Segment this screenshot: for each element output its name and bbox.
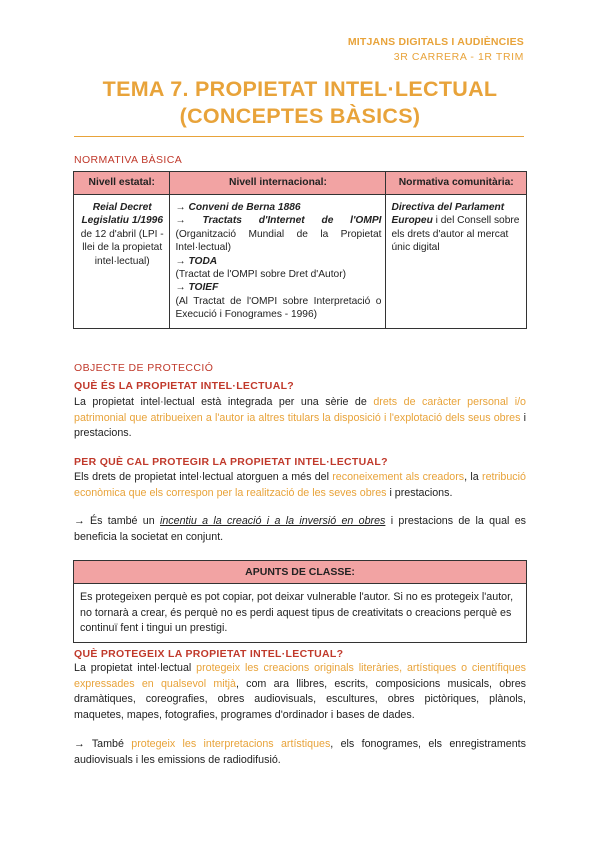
- title-line-1: TEMA 7. PROPIETAT INTEL·LECTUAL: [102, 77, 498, 101]
- q2-text-5: i prestacions de la qual es beneficia la societat en conjunt.: [74, 515, 526, 543]
- cell-estatal: [74, 195, 170, 329]
- normativa-label: NORMATIVA BÀSICA: [74, 154, 183, 166]
- header-course: 3R CARRERA - 1R TRIM: [393, 51, 524, 63]
- comunitaria-rest: i del Consell sobre els drets d'autor al mercat únic digital: [391, 215, 520, 254]
- intl-item-toief: → TOIEF: [175, 282, 219, 294]
- table-row: [74, 195, 527, 329]
- q1-heading: QUÈ ÉS LA PROPIETAT INTEL·LECTUAL?: [74, 380, 294, 392]
- q3-paragraph: [74, 661, 526, 724]
- q3-text-4: , els fonogrames, els enregistraments audiovisuals i les emissions de radiodifusió.: [74, 738, 526, 766]
- header-internacional: Nivell internacional:: [170, 172, 386, 195]
- intl-item-ompi: → Tractats d'Internet de l'OMPI: [175, 215, 382, 227]
- q1-highlight: drets de caràcter personal i/o patrimonial que atribueixen a l'autor ia altres titulars la disposició i l'explotació dels seus obres: [74, 396, 526, 424]
- q2-text-4: → És també un: [74, 515, 160, 527]
- intl-item-toda-note: (Tractat de l'OMPI sobre Dret d'Autor): [175, 269, 346, 281]
- intl-item-toief-note: (Al Tractat de l'OMPI sobre Interpretació o Execució i Fonogrames - 1996): [175, 295, 382, 321]
- cell-comunitaria: [386, 195, 527, 329]
- header-estatal: Nivell estatal:: [74, 172, 170, 195]
- header-comunitaria: Normativa comunitària:: [386, 172, 527, 195]
- q3-text-1: La propietat intel·lectual: [74, 662, 197, 674]
- comunitaria-directive: Directiva del Parlament Europeu: [391, 202, 505, 227]
- q1-text-1: La propietat intel·lectual està integrada per una sèrie de: [74, 396, 374, 408]
- q2-heading: PER QUÈ CAL PROTEGIR LA PROPIETAT INTEL·LECTUAL?: [74, 456, 388, 468]
- q2-highlight-1: reconeixement als creadors: [332, 471, 465, 483]
- q3-paragraph-2: [74, 737, 526, 768]
- q3-text-2: , com ara llibres, escrits, composicions musicals, obres dramàtiques, coreografies, obres audiovisuals, escultures, obres pictòriques, plànols, maquetes, mapes, fotografies, programes d'ordinador i bases de dades.: [74, 677, 526, 722]
- q2-paragraph: [74, 470, 526, 501]
- q1-paragraph: [74, 395, 526, 442]
- q3-highlight-2: protegeix les interpretacions artístiques: [131, 738, 331, 750]
- apunts-box: [73, 560, 527, 643]
- q2-text-1: Els drets de propietat intel·lectual atorguen a més del: [74, 471, 333, 483]
- header-subject: MITJANS DIGITALS I AUDIÈNCIES: [347, 36, 524, 48]
- q3-highlight: protegeix les creacions originals literàries, artístiques o científiques expressades en qualsevol mitjà: [74, 662, 526, 690]
- q2-text-3: i prestacions.: [386, 486, 453, 499]
- title-divider: [74, 136, 524, 137]
- page-title: [0, 76, 600, 130]
- q2-text-2: , la: [464, 471, 483, 483]
- table-header-row: [74, 172, 527, 195]
- q2-paragraph-2: [74, 514, 526, 545]
- q2-underlined: incentiu a la creació i a la inversió en obres: [159, 515, 386, 527]
- q3-text-3: → També: [74, 738, 132, 750]
- apunts-heading: APUNTS DE CLASSE:: [74, 561, 526, 584]
- intl-item-berna: → Conveni de Berna 1886: [175, 202, 301, 213]
- q1-text-2: i prestacions.: [74, 411, 526, 440]
- objecte-label: OBJECTE DE PROTECCIÓ: [74, 362, 214, 374]
- intl-item-toda: → TODA: [175, 255, 218, 267]
- normativa-table: [73, 171, 527, 329]
- estatal-law: Reial Decret Legislatiu 1/1996: [81, 202, 163, 227]
- title-line-2: (CONCEPTES BÀSICS): [179, 104, 421, 128]
- apunts-text: Es protegeixen perquè es pot copiar, pot deixar vulnerable l'autor. Si no es protegeix l'autor, no tornarà a crear, és perquè no es perdi aquest tipus de creativitats o creacions perquè es continuï fent i tingui un prestigi.: [80, 591, 514, 635]
- cell-internacional: [170, 195, 386, 329]
- q3-heading: QUÈ PROTEGEIX LA PROPIETAT INTEL·LECTUAL?: [74, 648, 344, 660]
- q2-highlight-2: retribució econòmica que els correspon per la realització de les seves obres: [74, 471, 526, 499]
- intl-item-ompi-note: (Organització Mundial de la Propietat Intel·lectual): [175, 228, 382, 254]
- estatal-rest: de 12 d'abril (LPI - llei de la propietat intel·lectual): [80, 228, 164, 267]
